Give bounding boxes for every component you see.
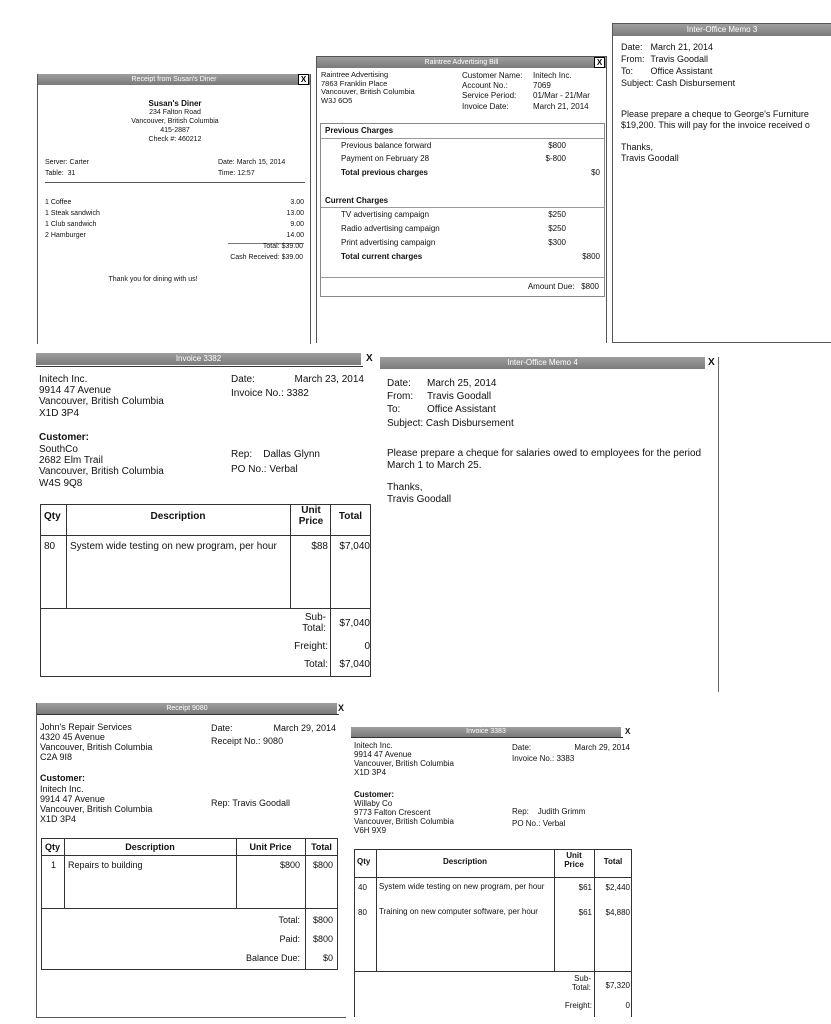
diner-receipt-window bbox=[37, 74, 311, 344]
invoice-label: Invoice No.: bbox=[231, 388, 284, 399]
balance-value: $0 bbox=[322, 953, 333, 963]
date-value: March 23, 2014 bbox=[294, 374, 364, 385]
meta-label: Service Period: bbox=[462, 91, 517, 101]
meta-label: Customer Name: bbox=[462, 71, 523, 80]
divider bbox=[321, 277, 604, 278]
raintree-title: Raintree Advertising Bill bbox=[424, 59, 499, 66]
charge-label: Previous balance forward bbox=[341, 141, 432, 150]
item-amount: 14.00 bbox=[286, 232, 304, 239]
memo4-sign bbox=[387, 482, 451, 505]
diner-thanks: Thank you for dining with us! bbox=[108, 276, 198, 283]
col-header-total: Total bbox=[603, 857, 623, 866]
prev-total-row bbox=[341, 168, 600, 177]
company-line: Vancouver, British Columbia bbox=[354, 758, 454, 768]
field-label: Subject: bbox=[621, 77, 654, 88]
rep-label: Rep: bbox=[512, 807, 529, 816]
row-total: $2,440 bbox=[605, 883, 630, 892]
customer-line: SouthCo bbox=[39, 444, 78, 455]
vendor-line: Vancouver, British Columbia bbox=[321, 87, 415, 97]
company-line: Initech Inc. bbox=[354, 741, 393, 750]
company-line: Vancouver, British Columbia bbox=[39, 396, 164, 408]
total-value: $7,040 bbox=[339, 659, 370, 670]
inv3382-title: Invoice 3382 bbox=[175, 354, 222, 363]
divider bbox=[330, 504, 331, 677]
table-value: 31 bbox=[67, 170, 76, 177]
divider bbox=[354, 877, 632, 878]
memo3-body bbox=[621, 109, 810, 131]
divider bbox=[594, 849, 595, 1017]
inv3382-rep bbox=[231, 449, 320, 460]
subtotal-value: $7,320 bbox=[605, 981, 630, 990]
memo-thanks: Thanks, bbox=[621, 142, 654, 152]
table-label: Table: bbox=[45, 170, 64, 177]
inv3382-title-bar[interactable] bbox=[36, 353, 361, 365]
total-label: Total current charges bbox=[341, 252, 423, 261]
inv3382-date bbox=[231, 374, 364, 385]
diner-time bbox=[218, 170, 255, 177]
divider bbox=[321, 207, 604, 208]
date-label: Date: bbox=[218, 159, 235, 166]
date-value: March 29, 2014 bbox=[273, 723, 336, 733]
row-description: Training on new computer software, per hour bbox=[379, 907, 538, 916]
customer-line: Vancouver, British Columbia bbox=[40, 804, 153, 815]
rec9080-date bbox=[211, 723, 336, 733]
memo3-sign bbox=[621, 142, 679, 164]
raintree-vendor bbox=[321, 71, 415, 106]
company-line: Initech Inc. bbox=[39, 374, 88, 385]
col-header-description: Description bbox=[150, 511, 206, 522]
company-line: X1D 3P4 bbox=[39, 407, 80, 419]
memo-body-line: Please prepare a cheque to George's Furniture bbox=[621, 109, 809, 119]
charge-amount: $800 bbox=[548, 141, 566, 150]
inv3383-customer bbox=[354, 800, 454, 836]
memo-from-row bbox=[387, 390, 514, 403]
list-item bbox=[45, 199, 304, 206]
raintree-bill-window bbox=[316, 56, 607, 343]
divider bbox=[351, 737, 623, 738]
col-header-total: Total bbox=[311, 842, 332, 852]
inv3383-date bbox=[512, 743, 630, 752]
receipt-label: Receipt No.: bbox=[211, 736, 261, 746]
freight-label: Freight: bbox=[294, 641, 328, 652]
rec9080-title: Receipt 9080 bbox=[166, 705, 208, 712]
meta-value: March 21, 2014 bbox=[533, 101, 589, 111]
memo4-title-bar[interactable] bbox=[380, 357, 705, 369]
meta-label: Account No.: bbox=[462, 81, 508, 91]
amount-due bbox=[528, 282, 599, 291]
field-value: Office Assistant bbox=[650, 65, 713, 76]
total-label: Total: bbox=[278, 915, 300, 925]
col-header-unit-price: Unit Price bbox=[249, 842, 292, 852]
invoice-3382-window bbox=[36, 353, 375, 678]
customer-line: 9773 Falton Crescent bbox=[354, 807, 431, 817]
due-label: Amount Due: bbox=[527, 282, 575, 291]
diner-server bbox=[45, 159, 89, 166]
total-amount: $0 bbox=[591, 168, 600, 177]
close-icon[interactable]: X bbox=[708, 357, 715, 368]
field-value: March 21, 2014 bbox=[650, 42, 714, 52]
row-unit-price: $61 bbox=[578, 908, 592, 917]
diner-cash: Cash Received: $39.00 bbox=[230, 254, 303, 261]
invoice-value: 3382 bbox=[286, 388, 309, 399]
memo3-title: Inter-Office Memo 3 bbox=[686, 25, 758, 34]
diner-check: Check #: 460212 bbox=[148, 136, 202, 143]
current-total-row bbox=[341, 252, 600, 261]
server-value: Carter bbox=[69, 159, 89, 166]
date-label: Date: bbox=[512, 743, 532, 752]
balance-label: Balance Due: bbox=[245, 953, 300, 963]
memo-thanks: Thanks, bbox=[387, 482, 423, 493]
customer-line: Willaby Co bbox=[354, 799, 393, 808]
diner-table bbox=[45, 170, 75, 177]
invoice-value: 3383 bbox=[556, 754, 575, 763]
customer-label: Customer: bbox=[354, 790, 395, 799]
meta-value: Initech Inc. bbox=[533, 71, 572, 80]
rep-value: Dallas Glynn bbox=[263, 449, 320, 460]
meta-row bbox=[462, 81, 590, 91]
row-total: $7,040 bbox=[339, 541, 370, 552]
col-header-qty: Qty bbox=[45, 842, 61, 852]
po-label: PO No.: bbox=[512, 819, 541, 828]
due-amount: $800 bbox=[581, 282, 599, 291]
row-total: $4,880 bbox=[605, 908, 630, 917]
current-charge-row bbox=[341, 238, 566, 247]
field-label: Date: bbox=[621, 42, 643, 52]
vendor-line: Raintree Advertising bbox=[321, 70, 389, 79]
prev-charge-row bbox=[341, 141, 566, 150]
row-qty: 40 bbox=[358, 883, 367, 892]
date-value: March 15, 2014 bbox=[236, 159, 286, 166]
field-label: Date: bbox=[387, 378, 411, 389]
po-value: Verbal bbox=[542, 819, 566, 828]
divider bbox=[45, 182, 305, 183]
row-unit-price: $88 bbox=[311, 541, 328, 552]
col-header-unit-price: Unit Price bbox=[564, 851, 584, 869]
memo3-header bbox=[621, 42, 735, 90]
freight-value: 0 bbox=[364, 641, 370, 652]
inv3383-title-bar[interactable] bbox=[351, 727, 621, 737]
server-label: Server: bbox=[45, 159, 68, 166]
charge-label: Radio advertising campaign bbox=[341, 224, 440, 233]
time-label: Time: bbox=[218, 170, 236, 177]
col-header-qty: Qty bbox=[44, 511, 61, 522]
inv3383-title: Invoice 3383 bbox=[466, 728, 506, 735]
freight-label: Freight: bbox=[564, 1001, 592, 1010]
memo4-title: Inter-Office Memo 4 bbox=[507, 358, 578, 367]
memo-to-row bbox=[387, 403, 514, 416]
close-icon[interactable]: X bbox=[366, 353, 373, 364]
divider bbox=[305, 838, 306, 970]
field-label: To: bbox=[387, 404, 401, 416]
date-label: Date: bbox=[211, 723, 233, 733]
memo4-body: Please prepare a cheque for salaries owed to employees for the period March 1 to March 25. bbox=[387, 448, 702, 471]
memo-to-row bbox=[621, 66, 735, 78]
company-line: Vancouver, British Columbia bbox=[40, 742, 153, 753]
date-value: March 29, 2014 bbox=[574, 743, 630, 752]
charge-label: Payment on February 28 bbox=[341, 154, 430, 163]
po-label: PO No.: bbox=[231, 464, 267, 475]
row-qty: 80 bbox=[358, 908, 367, 917]
raintree-meta bbox=[462, 71, 590, 112]
charge-amount: $300 bbox=[548, 238, 566, 247]
memo-signature: Travis Goodall bbox=[621, 152, 679, 163]
receipt-value: 9080 bbox=[263, 736, 284, 746]
divider bbox=[354, 971, 632, 972]
customer-line: V6H 9X9 bbox=[354, 825, 387, 835]
po-value: Verbal bbox=[269, 464, 298, 475]
row-qty: 80 bbox=[44, 541, 56, 552]
divider bbox=[41, 908, 338, 909]
customer-line: X1D 3P4 bbox=[40, 814, 77, 825]
row-description: Repairs to building bbox=[68, 860, 143, 870]
meta-value: 01/Mar - 21/Mar bbox=[533, 91, 590, 101]
current-charges-heading: Current Charges bbox=[325, 196, 389, 205]
col-header-description: Description bbox=[442, 857, 487, 866]
charge-amount: $250 bbox=[548, 210, 566, 219]
item-amount: 9.00 bbox=[290, 221, 304, 228]
list-item bbox=[45, 232, 304, 239]
meta-row bbox=[462, 71, 590, 81]
receipt-9080-window bbox=[36, 703, 346, 1018]
meta-label: Invoice Date: bbox=[462, 101, 509, 111]
divider bbox=[376, 849, 377, 971]
charge-amount: $250 bbox=[548, 224, 566, 233]
subtotal-value: $7,040 bbox=[339, 618, 370, 629]
row-total: $800 bbox=[312, 860, 333, 870]
prev-charge-row bbox=[341, 154, 566, 163]
total-label: Total: bbox=[304, 659, 328, 670]
paid-label: Paid: bbox=[279, 934, 300, 944]
divider bbox=[36, 366, 363, 367]
inv3382-customer bbox=[39, 444, 164, 489]
subtotal-label: Sub-Total: bbox=[302, 612, 326, 634]
current-charge-row bbox=[341, 210, 566, 219]
diner-total: Total: $39.00 bbox=[262, 243, 303, 250]
date-label: Date: bbox=[231, 374, 255, 385]
meta-value: 7069 bbox=[533, 81, 551, 91]
col-header-unit-price: Unit Price bbox=[298, 505, 324, 527]
raintree-title-bar[interactable] bbox=[317, 57, 606, 68]
customer-label: Customer: bbox=[40, 773, 86, 783]
memo4-window bbox=[380, 357, 719, 692]
company-line: X1D 3P4 bbox=[354, 767, 387, 777]
divider bbox=[41, 855, 338, 856]
list-item bbox=[45, 210, 304, 217]
memo-date-row bbox=[387, 377, 514, 390]
field-value: Cash Disbursement bbox=[425, 417, 514, 429]
memo-subject-row bbox=[621, 78, 735, 90]
rec9080-customer bbox=[40, 784, 152, 824]
item-amount: 13.00 bbox=[286, 210, 304, 217]
rep-value: Judith Grimm bbox=[537, 807, 586, 816]
company-line: C2A 9I8 bbox=[40, 752, 73, 763]
close-icon[interactable]: X bbox=[625, 727, 631, 736]
customer-line: W4S 9Q8 bbox=[39, 477, 83, 489]
rec9080-rep: Rep: Travis Goodall bbox=[211, 798, 291, 808]
row-description: System wide testing on new program, per hour bbox=[70, 541, 277, 552]
customer-line: 2682 Elm Trail bbox=[39, 455, 103, 467]
vendor-line: W3J 6O5 bbox=[321, 95, 353, 105]
divider bbox=[40, 535, 371, 536]
field-value: Office Assistant bbox=[427, 404, 496, 416]
vendor-line: 7863 Franklin Place bbox=[321, 78, 388, 88]
close-icon[interactable]: X bbox=[594, 57, 605, 68]
company-line: 9914 47 Avenue bbox=[39, 385, 112, 397]
company-line: 4320 45 Avenue bbox=[40, 732, 105, 743]
freight-value: 0 bbox=[625, 1001, 630, 1010]
inv3383-rep bbox=[512, 807, 585, 816]
rec9080-company bbox=[40, 722, 152, 762]
charge-label: TV advertising campaign bbox=[341, 210, 430, 219]
current-charge-row bbox=[341, 224, 566, 233]
diner-name: Susan's Diner bbox=[148, 99, 202, 108]
diner-address-1: 234 Falton Road bbox=[149, 109, 201, 116]
inv3383-company bbox=[354, 742, 454, 778]
divider bbox=[321, 138, 604, 139]
item-desc: 1 Club sandwich bbox=[45, 221, 97, 228]
col-header-qty: Qty bbox=[357, 857, 371, 866]
memo4-header bbox=[387, 377, 514, 430]
customer-line: Vancouver, British Columbia bbox=[354, 816, 454, 826]
diner-date bbox=[218, 159, 285, 166]
col-header-total: Total bbox=[338, 511, 363, 522]
memo-subject-row bbox=[387, 417, 514, 430]
divider bbox=[37, 714, 339, 715]
invoice-3383-window bbox=[351, 727, 634, 1017]
inv3382-invoice-no bbox=[231, 388, 309, 399]
inv3383-po bbox=[512, 819, 565, 828]
total-amount: $800 bbox=[582, 252, 600, 261]
list-item bbox=[45, 221, 304, 228]
memo3-title-bar[interactable] bbox=[613, 24, 831, 36]
field-label: From: bbox=[621, 53, 645, 64]
item-desc: 2 Hamburger bbox=[45, 232, 86, 239]
memo-from-row bbox=[621, 54, 735, 66]
inv3382-company bbox=[39, 374, 164, 419]
memo-date-row bbox=[621, 42, 735, 54]
charge-label: Print advertising campaign bbox=[341, 238, 436, 247]
meta-row bbox=[462, 102, 590, 112]
paid-value: $800 bbox=[312, 934, 333, 944]
invoice-label: Invoice No.: bbox=[512, 754, 555, 763]
total-value: $800 bbox=[312, 915, 333, 925]
company-line: 9914 47 Avenue bbox=[354, 749, 412, 759]
item-amount: 3.00 bbox=[290, 199, 304, 206]
inv3382-po bbox=[231, 464, 298, 475]
divider bbox=[40, 608, 371, 609]
prev-charges-heading: Previous Charges bbox=[325, 126, 394, 135]
diner-address-2: Vancouver, British Columbia bbox=[131, 118, 219, 125]
divider bbox=[290, 504, 291, 608]
charge-amount: $-800 bbox=[545, 154, 566, 163]
customer-label: Customer: bbox=[39, 432, 90, 443]
field-value: Cash Disbursement bbox=[656, 77, 736, 88]
time-value: 12:57 bbox=[237, 170, 255, 177]
meta-row bbox=[462, 91, 590, 101]
diner-title: Receipt from Susan's Diner bbox=[131, 76, 217, 83]
customer-line: 9914 47 Avenue bbox=[40, 794, 105, 805]
inv3383-invoice-no bbox=[512, 754, 574, 763]
memo-body-line: $19,200. This will pay for the invoice received o bbox=[621, 119, 810, 130]
field-label: To: bbox=[621, 65, 634, 76]
diner-title-bar[interactable] bbox=[38, 74, 310, 85]
customer-line: Vancouver, British Columbia bbox=[39, 466, 164, 478]
item-desc: 1 Coffee bbox=[45, 199, 72, 206]
company-line: John's Repair Services bbox=[40, 722, 132, 732]
memo3-window bbox=[612, 23, 831, 343]
row-qty: 1 bbox=[51, 860, 57, 870]
field-label: From: bbox=[387, 391, 414, 403]
col-header-description: Description bbox=[125, 842, 175, 852]
customer-line: Initech Inc. bbox=[40, 784, 84, 794]
field-label: Subject: bbox=[387, 417, 424, 429]
diner-phone: 415-2887 bbox=[160, 127, 190, 134]
subtotal-label: Sub-Total: bbox=[571, 974, 591, 992]
item-desc: 1 Steak sandwich bbox=[45, 210, 100, 217]
rec9080-receipt-no bbox=[211, 736, 283, 746]
memo-signature: Travis Goodall bbox=[387, 493, 452, 505]
total-label: Total previous charges bbox=[341, 168, 428, 177]
rec9080-table bbox=[41, 838, 338, 970]
divider bbox=[554, 849, 555, 971]
rec9080-title-bar[interactable] bbox=[37, 703, 337, 714]
close-icon[interactable]: X bbox=[338, 703, 345, 713]
row-unit-price: $800 bbox=[279, 860, 300, 870]
field-value: Travis Goodall bbox=[650, 53, 709, 64]
field-value: Travis Goodall bbox=[427, 391, 492, 403]
row-unit-price: $61 bbox=[578, 883, 592, 892]
field-value: March 25, 2014 bbox=[427, 378, 497, 389]
close-icon[interactable]: X bbox=[298, 74, 309, 85]
row-description: System wide testing on new program, per hour bbox=[379, 882, 545, 891]
rep-label: Rep: bbox=[231, 449, 253, 460]
